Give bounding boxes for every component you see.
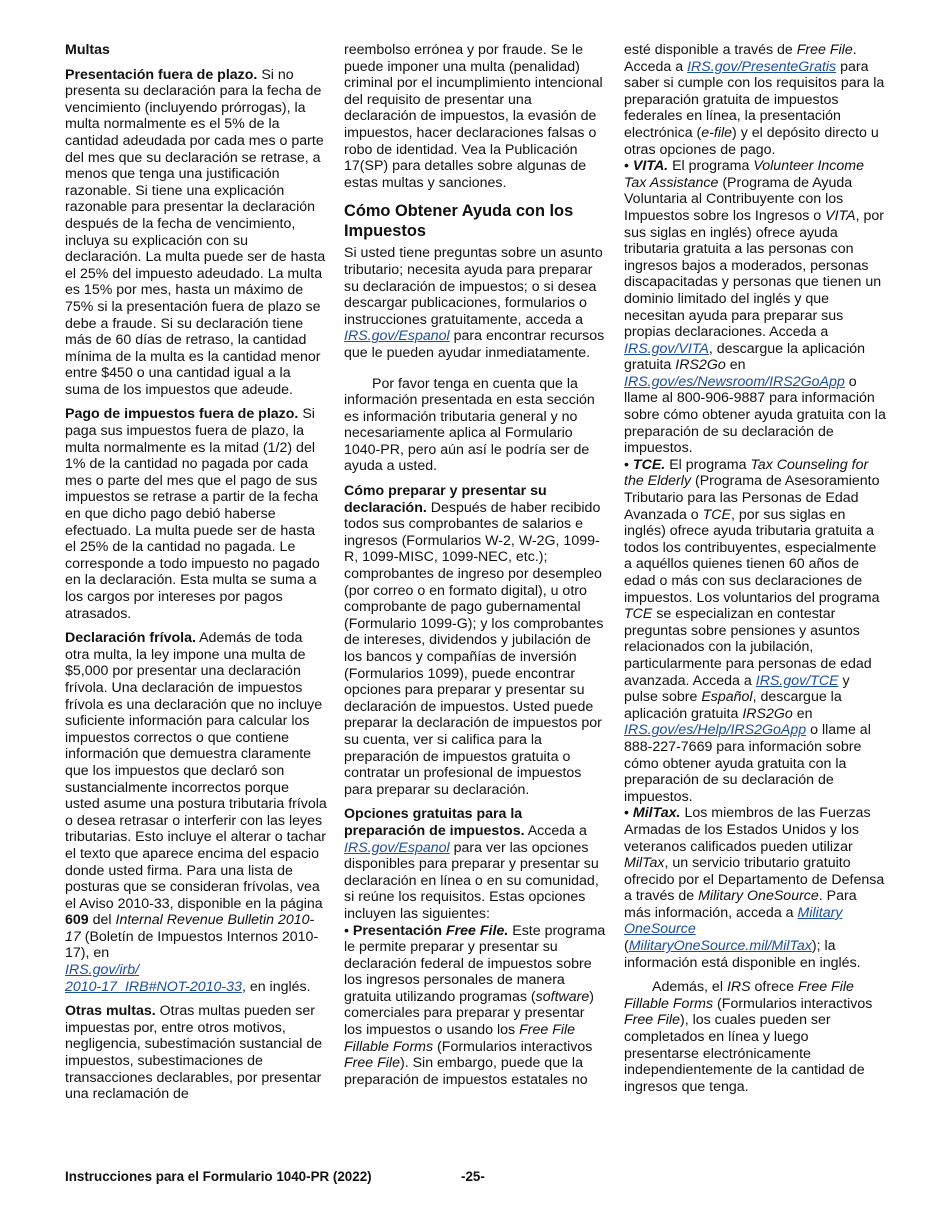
paragraph-frivolous-return: Declaración frívola. Además de toda otra multa, la ley impone una multa de $5,000 por presentar una declaración frívola. Una declaración de impuestos frívola es una declaración que no incluye suficiente información para calcular los impuestos correctos o que contiene información que demuestra claramente que los impuestos que declaró son sustancialmente incorrectos porque usted asume una postura tributaria frívola o desea retrasar o interferir con las leyes tributarias. Esto incluye el alterar o tachar el texto que aparece encima del espacio donde usted firma. Para una lista de posturas que se consideran frívolas, vea el Aviso 2010-33, disponible en la página 609 del Internal Revenue Bulletin 2010-17 (Boletín de Impuestos Internos 2010-17), en IRS.gov/irb/ 2010-17_IRB#NOT-2010-33, en inglés. — [65, 630, 327, 995]
bullet-free-file: • Presentación Free File. Este programa le permite preparar y presentar su declaración federal de impuestos sobre los ingresos personales de manera gratuita utilizando programas (software) comerciales para preparar y presentar los impuestos o usando los Free File Fillable Forms (Formularios interactivos Free File). Sin embargo, puede que la preparación de impuestos estatales no — [344, 922, 606, 1088]
paragraph-note: Por favor tenga en cuenta que la información presentada en esta sección es información tributaria general y no necesariamente aplica al Formulario 1040-PR, pero aún así le podría ser de ayuda a usted. — [344, 375, 595, 475]
section-heading-help: Cómo Obtener Ayuda con los Impuestos — [344, 202, 574, 241]
paragraph-prepare-file: Cómo preparar y presentar su declaración. Después de haber recibido todos sus comprobantes de salarios e ingresos (Formularios W-2, W-2G, 1099-R, 1099-MISC, 1099-NEC, etc.); comprobantes de ingreso por desempleo (por correo o en formato digital), u otro comprobante de pago gubernamental (Formulario 1099-G); y los comprobantes de intereses, dividendos y jubilación de los bancos y compañías de inversión (Formularios 1099), puede encontrar opciones para preparar y presentar su declaración de impuestos. Usted puede preparar la declaración de impuestos por su cuenta, ver si califica para la preparación de impuestos gratuita o contratar un profesional de impuestos para preparar su declaración. — [344, 483, 604, 798]
paragraph-other-penalties: Otras multas. Otras multas pueden ser impuestas por, entre otros motivos, negligencia, subestimación sustancial de impuestos, subestimaciones de transacciones declarables, por presentar una reclamación de — [65, 1003, 323, 1103]
column-middle — [344, 42, 606, 1088]
bullet-icon: • — [624, 456, 629, 473]
link-not-2010-33[interactable]: 2010-17_IRB#NOT-2010-33 — [65, 978, 242, 995]
paragraph-free-file-continued: esté disponible a través de Free File. Acceda a IRS.gov/PresenteGratis para saber si cumple con los requisitos para la preparación gratuita de impuestos federales en línea, la presentación electrónica (e-file) y el depósito directo u otras opciones de pago. — [624, 42, 885, 158]
link-military-onesource[interactable]: Military OneSource — [624, 904, 843, 938]
paragraph-penalties-continued: reembolso errónea y por fraude. Se le puede imponer una multa (penalidad) criminal por el incumplimiento intencional del requisito de presentar una declaración de impuestos, la evasión de impuestos, hacer declaraciones falsas o robo de identidad. Vea la Publicación 17(SP) para detalles sobre algunas de estas multas y sanciones. — [344, 42, 603, 191]
page-number: -25- — [461, 1169, 485, 1184]
bullet-icon: • — [624, 805, 629, 822]
link-irs-vita[interactable]: IRS.gov/VITA — [624, 340, 709, 357]
link-irs2go-help[interactable]: IRS.gov/es/Help/IRS2GoApp — [624, 722, 807, 739]
column-right — [624, 42, 886, 1103]
paragraph-fillable-forms: Además, el IRS ofrece Free File Fillable Forms (Formularios interactivos Free File), los cuales pueden ser completados en línea y luego presentarse electrónicamente independientemente de la cantidad de ingresos que tenga. — [624, 979, 873, 1095]
bullet-vita: • VITA. El programa Volunteer Income Tax Assistance (Programa de Ayuda Voluntaria al Contribuyente con los Impuestos sobre los Ingresos o VITA, por sus siglas en inglés) ofrece ayuda tributaria gratuita a las personas con ingresos bajos a moderados, personas discapacitadas y personas que tienen un dominio limitado del inglés y que necesitan ayuda para preparar sus propias declaraciones. Acceda a IRS.gov/VITA, descargue la aplicación gratuita IRS2Go en IRS.gov/es/Newsroom/IRS2GoApp o llame al 800-906-9887 para información sobre cómo obtener ayuda gratuita con la preparación de su declaración de impuestos. — [624, 158, 886, 457]
paragraph-help-intro: Si usted tiene preguntas sobre un asunto tributario; necesita ayuda para preparar su declaración de impuestos; o si desea descargar publicaciones, formularios o instrucciones gratuitamente, acceda a IRS.gov/Espanol para encontrar recursos que le pueden ayudar inmediatamente. — [344, 245, 605, 361]
link-militaryonesource-miltax[interactable]: MilitaryOneSource.mil/MilTax — [628, 938, 812, 955]
paragraph-late-payment: Pago de impuestos fuera de plazo. Si paga sus impuestos fuera de plazo, la multa normalmente es la mitad (1/2) del 1% de la cantidad no pagada por cada mes o parte del mes que el pago de sus impuestos se retrase a partir de la fecha en que dicho pago debió haberse efectuado. La multa puede ser de hasta el 25% de la cantidad no pagada. Le corresponde a todo impuesto no pagado en la declaración. Esta multa se suma a los cargos por intereses por pagos atrasados. — [65, 406, 320, 622]
page-footer — [65, 1169, 885, 1184]
column-left — [65, 42, 327, 1111]
bullet-icon: • — [624, 158, 629, 175]
paragraph-late-filing: Presentación fuera de plazo. Si no presenta su declaración para la fecha de vencimiento (incluyendo prórrogas), la multa normalmente es el 5% de la cantidad adeudada por cada mes o parte del mes que su declaración se retrase, a menos que tenga una justificación razonable. Si tiene una explicación razonable para presentar la declaración después de la fecha de vencimiento, incluya su explicación con su declaración. La multa puede ser de hasta el 25% del impuesto adeudado. La multa es 15% por mes, hasta un máximo de 75% si la presentación fuera de plazo se debe a fraude. Si su declaración tiene más de 60 días de retraso, la cantidad mínima de la multa es la cantidad menor entre $450 o una cantidad igual a la suma de los impuestos que adeude. — [65, 66, 326, 398]
link-irs-irb[interactable]: IRS.gov/irb/ — [65, 962, 140, 979]
footer-title: Instrucciones para el Formulario 1040-PR (2022) — [65, 1169, 372, 1184]
paragraph-free-options: Opciones gratuitas para la preparación de impuestos. Acceda a IRS.gov/Espanol para ver las opciones disponibles para preparar y presentar su declaración en línea o en su comunidad, si reúne los requisitos. Estas opciones incluyen las siguientes: — [344, 806, 599, 922]
bullet-tce: • TCE. El programa Tax Counseling for the Elderly (Programa de Asesoramiento Tributario para las Personas de Edad Avanzada o TCE, por sus siglas en inglés) ofrece ayuda tributaria gratuita a todos los contribuyentes, especialmente a aquéllos quienes tienen 60 años de edad o más con sus declaraciones de impuestos. Los voluntarios del programa TCE se especializan en contestar preguntas sobre pensiones y asuntos relacionados con la jubilación, particularmente para personas de edad avanzada. Acceda a IRS.gov/TCE y pulse sobre Español, descargue la aplicación gratuita IRS2Go en IRS.gov/es/Help/IRS2GoApp o llame al 888-227-7669 para información sobre cómo obtener ayuda gratuita con la preparación de su declaración de impuestos. — [624, 456, 880, 805]
section-heading-multas: Multas — [65, 42, 110, 58]
link-irs2go-newsroom[interactable]: IRS.gov/es/Newsroom/IRS2GoApp — [624, 373, 845, 390]
bullet-miltax: • MilTax. Los miembros de las Fuerzas Armadas de los Estados Unidos y los veteranos calificados pueden utilizar MilTax, un servicio tributario gratuito ofrecido por el Departamento de Defensa a través de Military OneSource. Para más información, acceda a Military OneSource (MilitaryOneSource.mil/MilTax); la información está disponible en inglés. — [624, 805, 885, 971]
link-presente-gratis[interactable]: IRS.gov/PresenteGratis — [687, 58, 837, 75]
bullet-icon: • — [344, 922, 349, 939]
link-irs-espanol[interactable]: IRS.gov/Espanol — [344, 328, 450, 345]
link-irs-tce[interactable]: IRS.gov/TCE — [755, 672, 839, 689]
link-irs-espanol-2[interactable]: IRS.gov/Espanol — [344, 839, 450, 856]
